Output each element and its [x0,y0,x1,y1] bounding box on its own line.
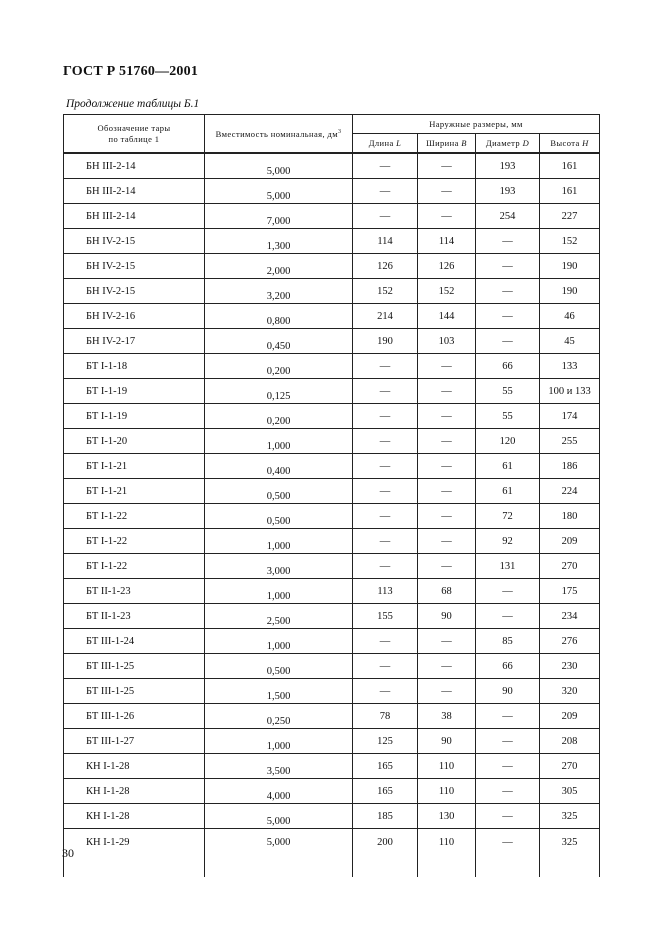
table-row [64,679,600,704]
width-cell: — [418,654,476,679]
height-cell: 152 [540,229,600,254]
header-width-symbol: B [461,137,467,148]
capacity-cell: 3,200 [205,279,353,304]
table-row [64,704,600,729]
table-row [64,504,600,529]
diameter-cell: — [476,804,540,829]
diameter-cell: — [476,579,540,604]
length-cell: 165 [353,779,418,804]
width-cell: — [418,404,476,429]
capacity-cell: 1,300 [205,229,353,254]
header-diameter-symbol: D [522,137,530,148]
table-row [64,454,600,479]
diameter-cell: 254 [476,204,540,229]
designation-cell: БТ I-1-18 [64,354,205,379]
capacity-cell: 5,000 [205,153,353,179]
designation-cell: БН IV-2-15 [64,254,205,279]
capacity-cell: 1,000 [205,529,353,554]
length-cell: — [353,454,418,479]
width-cell: — [418,379,476,404]
page-number: 30 [62,846,74,860]
diameter-cell: 55 [476,404,540,429]
length-cell: — [353,204,418,229]
capacity-cell: 0,450 [205,329,353,354]
height-cell: 46 [540,304,600,329]
table-row [64,779,600,804]
designation-cell: БТ II-1-23 [64,604,205,629]
designation-cell: БТ III-1-25 [64,679,205,704]
height-cell: 190 [540,279,600,304]
designation-cell: БТ I-1-22 [64,554,205,579]
designation-cell: БТ I-1-21 [64,454,205,479]
table-row [64,529,600,554]
header-height [540,134,600,154]
diameter-cell: 85 [476,629,540,654]
width-cell: 114 [418,229,476,254]
capacity-cell: 5,000 [205,829,353,878]
table-caption: Продолжение таблицы Б.1 [66,98,200,110]
height-cell: 270 [540,754,600,779]
diameter-cell: — [476,704,540,729]
length-cell: 125 [353,729,418,754]
height-cell: 180 [540,504,600,529]
width-cell: 103 [418,329,476,354]
height-cell: 230 [540,654,600,679]
diameter-cell: — [476,729,540,754]
header-length-label: Длина [368,137,397,148]
header-height-label: Высота [550,137,583,148]
diameter-cell: 131 [476,554,540,579]
length-cell: — [353,529,418,554]
table-row [64,229,600,254]
table-row [64,329,600,354]
header-width [418,134,476,154]
table-row [64,379,600,404]
length-cell: 165 [353,754,418,779]
header-width-label: Ширина [426,137,462,148]
height-cell: 224 [540,479,600,504]
width-cell: 152 [418,279,476,304]
diameter-cell: — [476,279,540,304]
table-row [64,654,600,679]
capacity-cell: 1,000 [205,579,353,604]
designation-cell: БТ I-1-21 [64,479,205,504]
table-header [64,115,600,154]
length-cell: 185 [353,804,418,829]
width-cell: 126 [418,254,476,279]
width-cell: 110 [418,829,476,878]
length-cell: — [353,479,418,504]
table-row [64,179,600,204]
designation-cell: БТ III-1-27 [64,729,205,754]
designation-cell: БТ I-1-19 [64,404,205,429]
diameter-cell: — [476,829,540,878]
height-cell: 133 [540,354,600,379]
table-row [64,304,600,329]
capacity-cell: 0,500 [205,504,353,529]
capacity-cell: 5,000 [205,179,353,204]
height-cell: 186 [540,454,600,479]
width-cell: 90 [418,729,476,754]
width-cell: — [418,679,476,704]
width-cell: — [418,354,476,379]
width-cell: — [418,179,476,204]
designation-cell: БТ I-1-22 [64,529,205,554]
length-cell: — [353,354,418,379]
table-row [64,804,600,829]
height-cell: 255 [540,429,600,454]
length-cell: 200 [353,829,418,878]
diameter-cell: — [476,754,540,779]
header-capacity-sup: 3 [338,129,342,135]
length-cell: 214 [353,304,418,329]
designation-cell: БТ I-1-22 [64,504,205,529]
designation-cell: БТ I-1-20 [64,429,205,454]
table-row [64,279,600,304]
length-cell: 190 [353,329,418,354]
width-cell: — [418,454,476,479]
capacity-cell: 0,500 [205,479,353,504]
table-row [64,604,600,629]
capacity-cell: 0,500 [205,654,353,679]
table-row [64,729,600,754]
diameter-cell: — [476,604,540,629]
table-row [64,153,600,179]
length-cell: — [353,629,418,654]
capacity-cell: 0,250 [205,704,353,729]
diameter-cell: 90 [476,679,540,704]
diameter-cell: — [476,304,540,329]
width-cell: 90 [418,604,476,629]
header-capacity [205,115,353,154]
width-cell: 110 [418,779,476,804]
width-cell: — [418,504,476,529]
height-cell: 100 и 133 [540,379,600,404]
diameter-cell: — [476,254,540,279]
designation-cell: БН III-2-14 [64,179,205,204]
diameter-cell: 193 [476,179,540,204]
width-cell: — [418,529,476,554]
height-cell: 208 [540,729,600,754]
table-row [64,829,600,878]
designation-cell: БН III-2-14 [64,204,205,229]
length-cell: 126 [353,254,418,279]
length-cell: — [353,153,418,179]
diameter-cell: — [476,779,540,804]
height-cell: 325 [540,804,600,829]
header-designation [64,115,205,154]
length-cell: — [353,179,418,204]
length-cell: — [353,404,418,429]
capacity-cell: 0,800 [205,304,353,329]
diameter-cell: 55 [476,379,540,404]
length-cell: 78 [353,704,418,729]
designation-cell: КН I-1-28 [64,779,205,804]
width-cell: — [418,629,476,654]
width-cell: 130 [418,804,476,829]
height-cell: 325 [540,829,600,878]
height-cell: 161 [540,153,600,179]
length-cell: — [353,654,418,679]
diameter-cell: 72 [476,504,540,529]
header-diameter [476,134,540,154]
width-cell: 144 [418,304,476,329]
capacity-cell: 7,000 [205,204,353,229]
designation-cell: КН I-1-28 [64,804,205,829]
header-height-symbol: H [582,137,589,148]
table-row [64,629,600,654]
height-cell: 45 [540,329,600,354]
width-cell: 38 [418,704,476,729]
height-cell: 161 [540,179,600,204]
table-row [64,254,600,279]
width-cell: — [418,204,476,229]
capacity-cell: 5,000 [205,804,353,829]
length-cell: — [353,554,418,579]
capacity-cell: 1,000 [205,429,353,454]
height-cell: 320 [540,679,600,704]
header-designation-line2: по таблице 1 [108,133,160,144]
capacity-cell: 0,400 [205,454,353,479]
designation-cell: БН III-2-14 [64,153,205,179]
length-cell: 155 [353,604,418,629]
height-cell: 209 [540,704,600,729]
designation-cell: КН I-1-29 [64,829,205,878]
header-designation-line1: Обозначение тары [97,122,171,133]
capacity-cell: 2,500 [205,604,353,629]
height-cell: 234 [540,604,600,629]
length-cell: — [353,504,418,529]
designation-cell: БТ I-1-19 [64,379,205,404]
capacity-cell: 0,200 [205,354,353,379]
designation-cell: БТ III-1-25 [64,654,205,679]
diameter-cell: 61 [476,454,540,479]
height-cell: 209 [540,529,600,554]
height-cell: 175 [540,579,600,604]
capacity-cell: 4,000 [205,779,353,804]
header-capacity-label: Вместимость номинальная, дм [215,129,339,139]
table-body [64,153,600,877]
table-row [64,354,600,379]
capacity-cell: 0,200 [205,404,353,429]
header-length [353,134,418,154]
capacity-cell: 1,500 [205,679,353,704]
diameter-cell: 66 [476,354,540,379]
height-cell: 305 [540,779,600,804]
designation-cell: БТ III-1-26 [64,704,205,729]
width-cell: — [418,429,476,454]
diameter-cell: 120 [476,429,540,454]
designation-cell: БН IV-2-15 [64,229,205,254]
designation-cell: КН I-1-28 [64,754,205,779]
capacity-cell: 3,000 [205,554,353,579]
table-row [64,554,600,579]
capacity-cell: 2,000 [205,254,353,279]
length-cell: — [353,429,418,454]
diameter-cell: 92 [476,529,540,554]
capacity-cell: 1,000 [205,729,353,754]
header-diameter-label: Диаметр [485,137,523,148]
header-length-symbol: L [396,137,402,148]
length-cell: — [353,379,418,404]
diameter-cell: 61 [476,479,540,504]
width-cell: — [418,153,476,179]
height-cell: 227 [540,204,600,229]
header-outer-dimensions: Наружные размеры, мм [353,115,600,134]
diameter-cell: — [476,229,540,254]
table-row [64,404,600,429]
designation-cell: БН IV-2-16 [64,304,205,329]
designation-cell: БТ III-1-24 [64,629,205,654]
height-cell: 190 [540,254,600,279]
designation-cell: БТ II-1-23 [64,579,205,604]
height-cell: 174 [540,404,600,429]
capacity-cell: 1,000 [205,629,353,654]
height-cell: 270 [540,554,600,579]
length-cell: 114 [353,229,418,254]
dimensions-table [63,114,600,877]
capacity-cell: 0,125 [205,379,353,404]
capacity-cell: 3,500 [205,754,353,779]
document-title: ГОСТ Р 51760—2001 [63,64,199,79]
diameter-cell: 66 [476,654,540,679]
designation-cell: БН IV-2-15 [64,279,205,304]
diameter-cell: 193 [476,153,540,179]
length-cell: 152 [353,279,418,304]
height-cell: 276 [540,629,600,654]
diameter-cell: — [476,329,540,354]
width-cell: 110 [418,754,476,779]
designation-cell: БН IV-2-17 [64,329,205,354]
table-row [64,479,600,504]
length-cell: — [353,679,418,704]
table-row [64,429,600,454]
table-row [64,579,600,604]
table-row [64,204,600,229]
length-cell: 113 [353,579,418,604]
width-cell: — [418,479,476,504]
width-cell: — [418,554,476,579]
width-cell: 68 [418,579,476,604]
table-row [64,754,600,779]
